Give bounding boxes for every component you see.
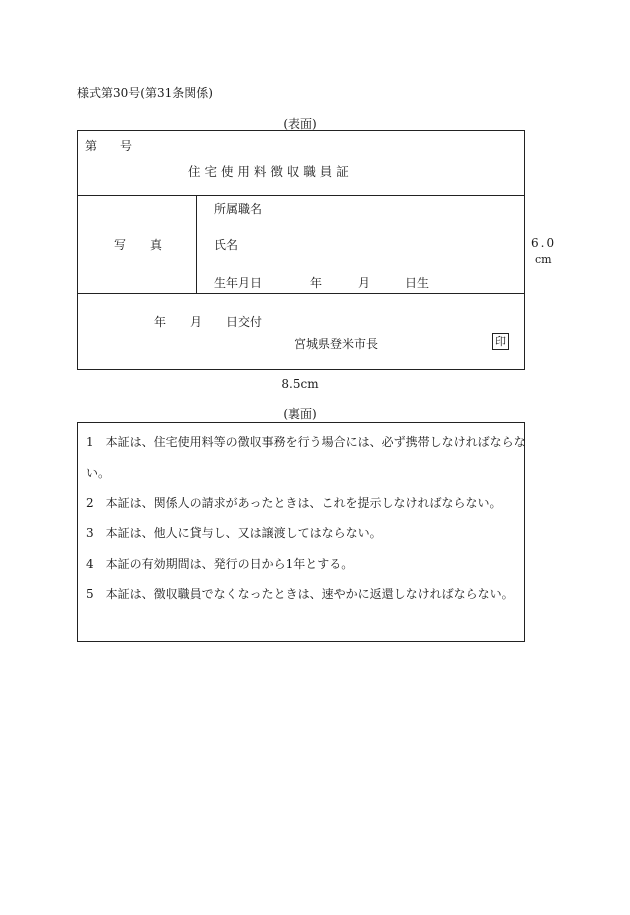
rule-item-1-continued: い。	[86, 466, 111, 480]
issue-year-label: 年	[154, 315, 167, 329]
card-title: 住 宅 使 用 料 徴 収 職 員 証	[188, 164, 349, 179]
issue-month-label: 月	[190, 315, 203, 329]
issue-day-label: 日交付	[226, 315, 263, 329]
height-dimension-value: 6.0	[531, 236, 557, 250]
birth-year-label: 年	[310, 276, 323, 290]
rule-item-1: 1 本証は、住宅使用料等の徴収事務を行う場合には、必ず携帯しなければならな	[86, 435, 526, 449]
seal-stamp: 印	[492, 333, 509, 350]
divider-line	[78, 195, 524, 196]
rule-item-4: 4 本証の有効期間は、発行の日から1年とする。	[86, 557, 354, 571]
divider-line	[78, 293, 524, 294]
id-card-back	[77, 422, 525, 642]
front-side-label: (表面)	[283, 117, 317, 131]
card-number-prefix: 第	[85, 139, 98, 153]
birth-date-label: 生年月日	[214, 276, 263, 290]
width-dimension: 8.5cm	[281, 377, 319, 391]
issuer-name: 宮城県登米市長	[294, 337, 379, 351]
height-dimension-unit: cm	[535, 253, 552, 266]
name-label: 氏名	[214, 238, 239, 252]
photo-label: 写 真	[114, 238, 163, 252]
rule-item-2: 2 本証は、関係人の請求があったときは、これを提示しなければならない。	[86, 496, 502, 510]
rule-item-5: 5 本証は、徴収職員でなくなったときは、速やかに返還しなければならない。	[86, 587, 514, 601]
rule-item-3: 3 本証は、他人に貸与し、又は譲渡してはならない。	[86, 526, 382, 540]
birth-month-label: 月	[358, 276, 371, 290]
affiliation-label: 所属職名	[214, 202, 263, 216]
divider-line	[196, 195, 197, 293]
birth-day-label: 日生	[405, 276, 430, 290]
id-card-front	[77, 130, 525, 370]
back-side-label: (裏面)	[283, 407, 317, 421]
card-number-suffix: 号	[120, 139, 133, 153]
form-title: 様式第30号(第31条関係)	[77, 86, 213, 100]
